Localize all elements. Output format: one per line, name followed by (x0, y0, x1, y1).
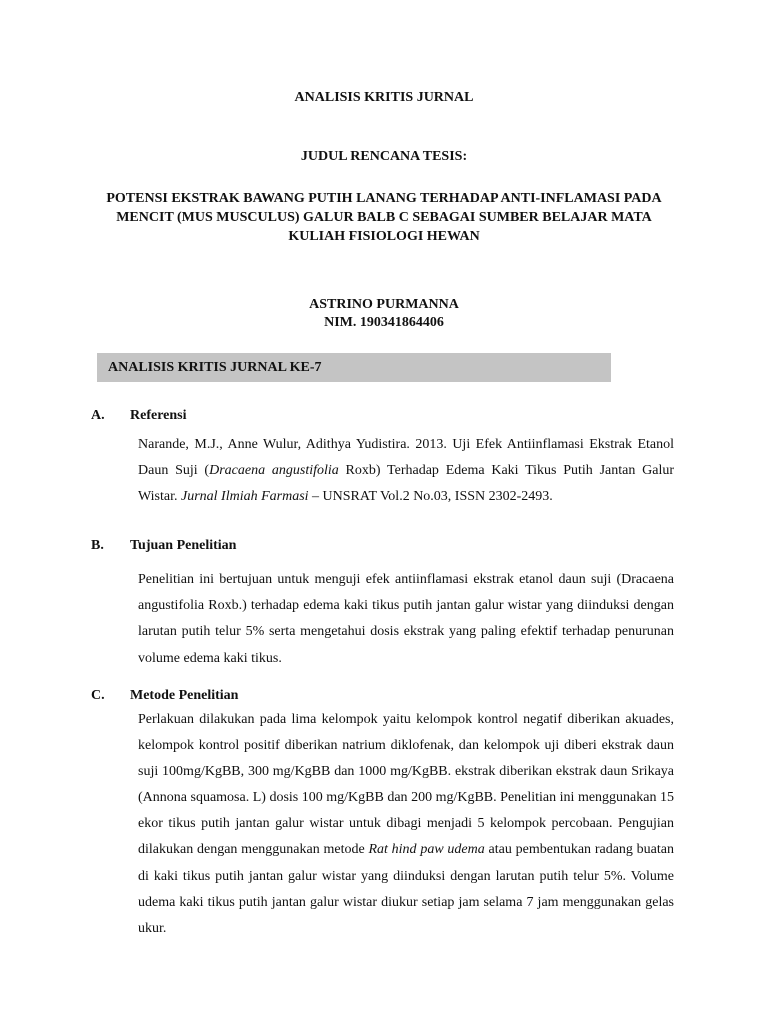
section-b-title: Tujuan Penelitian (130, 538, 237, 553)
method-name: Rat hind paw udema (368, 842, 485, 858)
method-text (138, 707, 674, 942)
reference-journal: Jurnal Ilmiah Farmasi (180, 489, 309, 505)
thesis-title: POTENSI EKSTRAK BAWANG PUTIH LANANG TERHADAP ANTI-INFLAMASI PADA MENCIT (MUS MUSCULUS) GALUR BALB C SEBAGAI SUMBER BELAJAR MATA KULIAH FISIOLOGI HEWAN (106, 191, 662, 244)
student-id: NIM. 190341864406 (324, 315, 444, 330)
section-b-letter: B. (91, 538, 104, 553)
reference-part-1: Narande, M.J., Anne Wulur, Adithya Yudistira. 2013. Uji Efek Antiinflamasi Ekstrak Etanol Daun Suji ( (138, 437, 674, 479)
section-banner (97, 353, 611, 382)
document-title: ANALISIS KRITIS JURNAL (294, 90, 474, 105)
reference-part-3: – UNSRAT Vol.2 No.03, ISSN 2302-2493. (308, 489, 553, 505)
reference-text (138, 432, 674, 511)
section-c-title: Metode Penelitian (130, 688, 239, 703)
objective-text: Penelitian ini bertujuan untuk menguji efek antiinflamasi ekstrak etanol daun suji (Dracaena angustifolia Roxb.) terhadap edema kaki tikus putih jantan galur wistar yang diinduksi dengan larutan putih telur 5% serta mengetahui dosis ekstrak yang paling efektif terhadap penurunan volume edema kaki tikus. (138, 572, 674, 666)
reference-species: Dracaena angustifolia (209, 463, 339, 479)
section-c-letter: C. (91, 688, 105, 703)
section-a-letter: A. (91, 408, 105, 423)
method-part-1: Perlakuan dilakukan pada lima kelompok yaitu kelompok kontrol negatif diberikan akuades, kelompok kontrol positif diberikan natrium diklofenak, dan kelompok uji diberi ekstrak daun suji 100mg/KgBB, 300 mg/KgBB dan 1000 mg/KgBB. ekstrak diberikan ekstrak daun Srikaya (Annona squamosa. L) dosis 100 mg/KgBB dan 200 mg/KgBB. Penelitian ini menggunakan 15 ekor tikus putih jantan galur wistar untuk dibagi menjadi 5 kelompok percobaan. Pengujian dilakukan dengan menggunakan metode (138, 712, 674, 858)
author-name: ASTRINO PURMANNA (309, 297, 459, 312)
section-banner-label: ANALISIS KRITIS JURNAL KE-7 (108, 360, 322, 375)
thesis-plan-label: JUDUL RENCANA TESIS: (300, 149, 468, 164)
method-part-2: atau pembentukan radang buatan di kaki tikus putih jantan galur wistar yang diinduksi dengan larutan putih telur 5%. Volume udema kaki tikus putih jantan galur wistar diukur setiap jam selama 7 jam menggunakan gelas ukur. (138, 842, 674, 936)
section-a-title: Referensi (130, 408, 187, 423)
reference-part-2: Roxb) Terhadap Edema Kaki Tikus Putih Jantan Galur Wistar. (138, 463, 674, 505)
